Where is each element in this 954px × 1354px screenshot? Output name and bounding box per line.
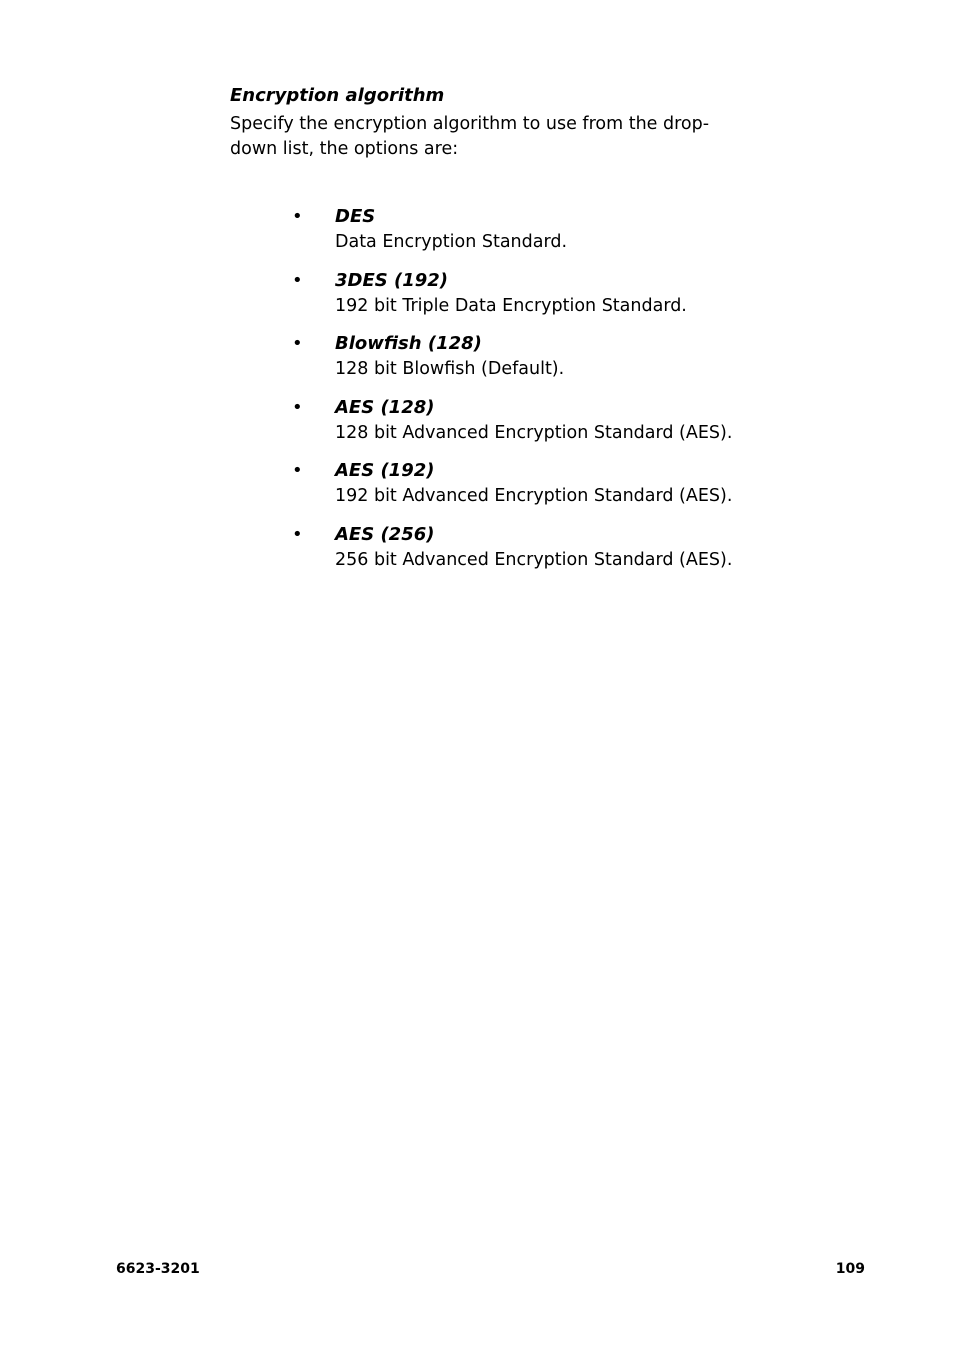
option-name: Blowfish (128) bbox=[335, 333, 482, 354]
bullet-icon: • bbox=[292, 460, 303, 481]
list-item bbox=[290, 331, 732, 395]
list-item bbox=[290, 522, 732, 586]
list-item bbox=[290, 204, 732, 268]
option-description: 128 bit Advanced Encryption Standard (AES). bbox=[335, 422, 733, 443]
list-item bbox=[290, 458, 732, 522]
footer-doc-number: 6623-3201 bbox=[116, 1261, 200, 1277]
bullet-icon: • bbox=[292, 333, 303, 354]
option-description: Data Encryption Standard. bbox=[335, 232, 568, 252]
option-description: 192 bit Triple Data Encryption Standard. bbox=[335, 295, 687, 316]
option-description: 192 bit Advanced Encryption Standard (AES). bbox=[335, 486, 733, 506]
option-name: AES (256) bbox=[335, 523, 435, 545]
option-name: AES (192) bbox=[335, 460, 435, 481]
option-description: 256 bit Advanced Encryption Standard (AES). bbox=[335, 549, 733, 570]
list-item bbox=[290, 395, 732, 459]
bullet-icon: • bbox=[292, 523, 303, 545]
bullet-icon: • bbox=[292, 206, 303, 227]
option-description: 128 bit Blowfish (Default). bbox=[335, 359, 565, 379]
options-list bbox=[290, 204, 732, 585]
bullet-icon: • bbox=[292, 269, 303, 291]
bullet-icon: • bbox=[292, 396, 303, 418]
section-heading: Encryption algorithm bbox=[230, 85, 445, 106]
intro-paragraph: Specify the encryption algorithm to use from the drop-down list, the options are: bbox=[230, 114, 710, 159]
option-name: 3DES (192) bbox=[335, 269, 449, 291]
option-name: DES bbox=[335, 206, 376, 227]
footer-page-number: 109 bbox=[835, 1261, 865, 1277]
list-item bbox=[290, 268, 732, 332]
option-name: AES (128) bbox=[335, 396, 435, 418]
